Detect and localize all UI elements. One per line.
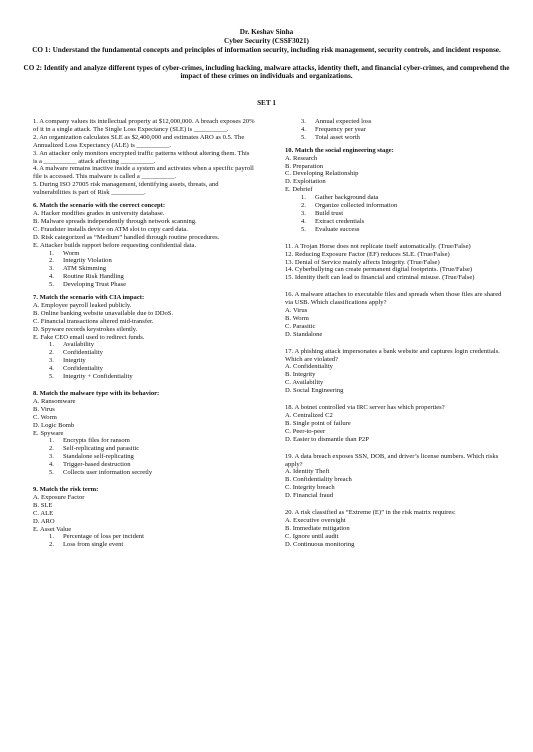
- list-item: 3. Build trust: [301, 209, 344, 217]
- option: D. Continuous monitoring: [285, 540, 355, 548]
- question-9-title: 9. Match the risk term:: [33, 485, 99, 493]
- option: C. Availability: [285, 379, 324, 387]
- option: C. Fraudster installs device on ATM slot to copy card data.: [33, 225, 188, 233]
- option: C. Peer-to-peer: [285, 427, 326, 435]
- option: E. Debrief: [285, 186, 313, 194]
- list-item: 5. Evaluate success: [301, 225, 360, 233]
- match-list: [33, 437, 255, 477]
- list-item: 5. Total asset worth: [301, 133, 360, 141]
- question-12: 12. Reducing Exposure Factor (EF) reduces SLE. (True/False): [285, 250, 450, 258]
- list-item: 5. Collects user information secretly: [49, 469, 153, 477]
- list-item: 1. Encrypts files for ransom: [49, 437, 130, 445]
- right-column: [285, 118, 507, 549]
- option: D. Risk categorized as “Medium” handled through routine procedures.: [33, 233, 220, 241]
- list-item: 3. ATM Skimming: [49, 265, 107, 273]
- option: C. Worm: [33, 413, 57, 421]
- list-item: 5. Developing Trust Phase: [49, 281, 127, 289]
- option: B. Malware spreads independently through network scanning.: [33, 217, 197, 225]
- course-outcome-2: CO 2: Identify and analyze different types of cyber-crimes, including hacking, malware attacks, identity theft, and financial cyber-crimes, and comprehend the impact of these crimes on individuals and organizations.: [23, 64, 510, 81]
- option: A. Centralized C2: [285, 412, 333, 419]
- course-title: Cyber Security (CSSF3021): [224, 37, 309, 45]
- option: A. Identity Theft: [285, 468, 330, 476]
- option: E. Asset Value: [33, 525, 72, 533]
- list-item: 5. Integrity + Confidentiality: [49, 373, 133, 381]
- option: C. Financial transactions altered mid-transfer.: [33, 317, 154, 325]
- list-item: 1. Percentage of loss per incident: [49, 533, 144, 541]
- list-item: 3. Standalone self-replicating: [49, 453, 134, 461]
- list-item: 4. Confidentiality: [49, 365, 103, 373]
- question-18-title: 18. A botnet controlled via IRC server has which properties?: [285, 404, 445, 412]
- option: B. Immediate mitigation: [285, 524, 350, 532]
- question-15: 15. Identity theft can lead to financial and criminal misuse. (True/False): [285, 274, 475, 282]
- option: D. Standalone: [285, 330, 323, 338]
- question-20-title: 20. A risk classified as “Extreme (E)” in the risk matrix requires:: [285, 509, 456, 517]
- question-6-title: 6. Match the scenario with the correct concept:: [33, 202, 166, 210]
- list-item: 1. Availability: [49, 341, 95, 349]
- match-list: [33, 341, 255, 381]
- option: A. Employee payroll leaked publicly.: [33, 301, 132, 309]
- list-item: 1. Worm: [49, 249, 80, 257]
- option: A. Ransomware: [33, 397, 76, 405]
- option: E. Fake CEO email used to redirect funds.: [33, 333, 145, 341]
- option: B. Worm: [285, 314, 309, 322]
- option: E. Attacker builds rapport before requesting confidential data.: [33, 241, 197, 249]
- option: A. Executive oversight: [285, 516, 346, 524]
- option: B. Confidentiality breach: [285, 476, 352, 484]
- list-item: 3. Annual expected loss: [301, 118, 372, 125]
- question-5: 5. During ISO 27005 risk management, identifying assets, threats, and vulnerabilities is part of Risk __________.: [33, 181, 219, 197]
- option: D. Exploitation: [285, 178, 326, 186]
- option: A. Virus: [285, 307, 308, 315]
- list-item: 4. Routine Risk Handling: [49, 273, 124, 281]
- list-item: 2. Integrity Violation: [49, 257, 112, 265]
- match-list: [285, 194, 507, 234]
- option: B. SLE: [33, 501, 53, 509]
- question-16-title: 16. A malware attaches to executable files and spreads when those files are shared via USB. Which classifications apply?: [285, 291, 502, 307]
- question-17-title: 17. A phishing attack impersonates a bank website and captures login credentials. Which are violated?: [285, 347, 500, 363]
- option: D. Financial fraud: [285, 492, 334, 500]
- question-7-title: 7. Match the scenario with CIA impact:: [33, 294, 145, 302]
- question-11: 11. A Trojan Horse does not replicate itself automatically. (True/False): [285, 242, 471, 250]
- option: B. Single point of failure: [285, 419, 351, 427]
- option: D. ARO: [33, 517, 55, 525]
- option: C. Integrity breach: [285, 484, 335, 492]
- question-19-title: 19. A data breach exposes SSN, DOB, and driver’s license numbers. Which risks apply?: [285, 452, 499, 468]
- option: A. Hacker modifies grades in university database.: [33, 209, 165, 217]
- list-item: 2. Self-replicating and parasitic: [49, 445, 140, 453]
- left-column: [33, 118, 255, 549]
- option: B. Virus: [33, 405, 55, 413]
- list-item: 4. Frequency per year: [301, 125, 366, 133]
- option: D. Spyware records keystrokes silently.: [33, 325, 138, 333]
- option: C. Parasitic: [285, 322, 316, 330]
- question-4: 4. A malware remains inactive inside a system and activates when a specific payroll file is accessed. This malware is called a __________.: [33, 165, 254, 181]
- set-label: SET 1: [257, 99, 276, 107]
- question-13: 13. Denial of Service mainly affects Integrity. (True/False): [285, 258, 440, 266]
- question-14: 14. Cyberbullying can create permanent digital footprints. (True/False): [285, 266, 473, 274]
- option: C. ALE: [33, 509, 54, 517]
- list-item: 3. Integrity: [49, 357, 86, 365]
- question-10-title: 10. Match the social engineering stage:: [285, 146, 394, 154]
- course-outcome-1: CO 1: Understand the fundamental concepts and principles of information security, including risk management, security controls, and incident response.: [32, 46, 501, 54]
- option: D. Logic Bomb: [33, 421, 75, 429]
- list-item: 4. Extract credentials: [301, 217, 365, 225]
- option: D. Social Engineering: [285, 387, 344, 395]
- option: E. Spyware: [33, 429, 64, 437]
- option: B. Preparation: [285, 162, 324, 170]
- list-item: 2. Organize collected information: [301, 202, 398, 210]
- match-list: [33, 250, 255, 290]
- question-2: 2. An organization calculates SLE as $2,400,000 and estimates ARO as 0.5. The Annualized Loss Expectancy (ALE) is __________.: [33, 133, 245, 149]
- option: A. Confidentiality: [285, 363, 333, 371]
- option: D. Easier to dismantle than P2P: [285, 435, 369, 443]
- question-8-title: 8. Match the malware type with its behavior:: [33, 390, 160, 397]
- question-3: 3. An attacker only monitors encrypted traffic patterns without altering them. This is a __________ attack affecting __________.: [33, 149, 250, 165]
- option: C. Developing Relationship: [285, 170, 359, 178]
- option: A. Exposure Factor: [33, 493, 85, 501]
- option: B. Online banking website unavailable due to DDoS.: [33, 309, 174, 317]
- list-item: 2. Loss from single event: [49, 541, 124, 549]
- author-name: Dr. Keshav Sinha: [239, 28, 294, 36]
- list-item: 4. Trigger-based destruction: [49, 461, 131, 469]
- option: C. Ignore until audit: [285, 532, 339, 540]
- question-1: 1. A company values its intellectual property at $12,000,000. A breach exposes 20% of it in a single attack. The Single Loss Expectancy (SLE) is __________.: [33, 118, 255, 133]
- match-list: [33, 533, 255, 549]
- list-item: 1. Gather background data: [301, 194, 379, 202]
- option: A. Research: [285, 154, 318, 162]
- option: B. Integrity: [285, 371, 316, 379]
- list-item: 2. Confidentiality: [49, 349, 103, 357]
- match-list: [285, 118, 507, 142]
